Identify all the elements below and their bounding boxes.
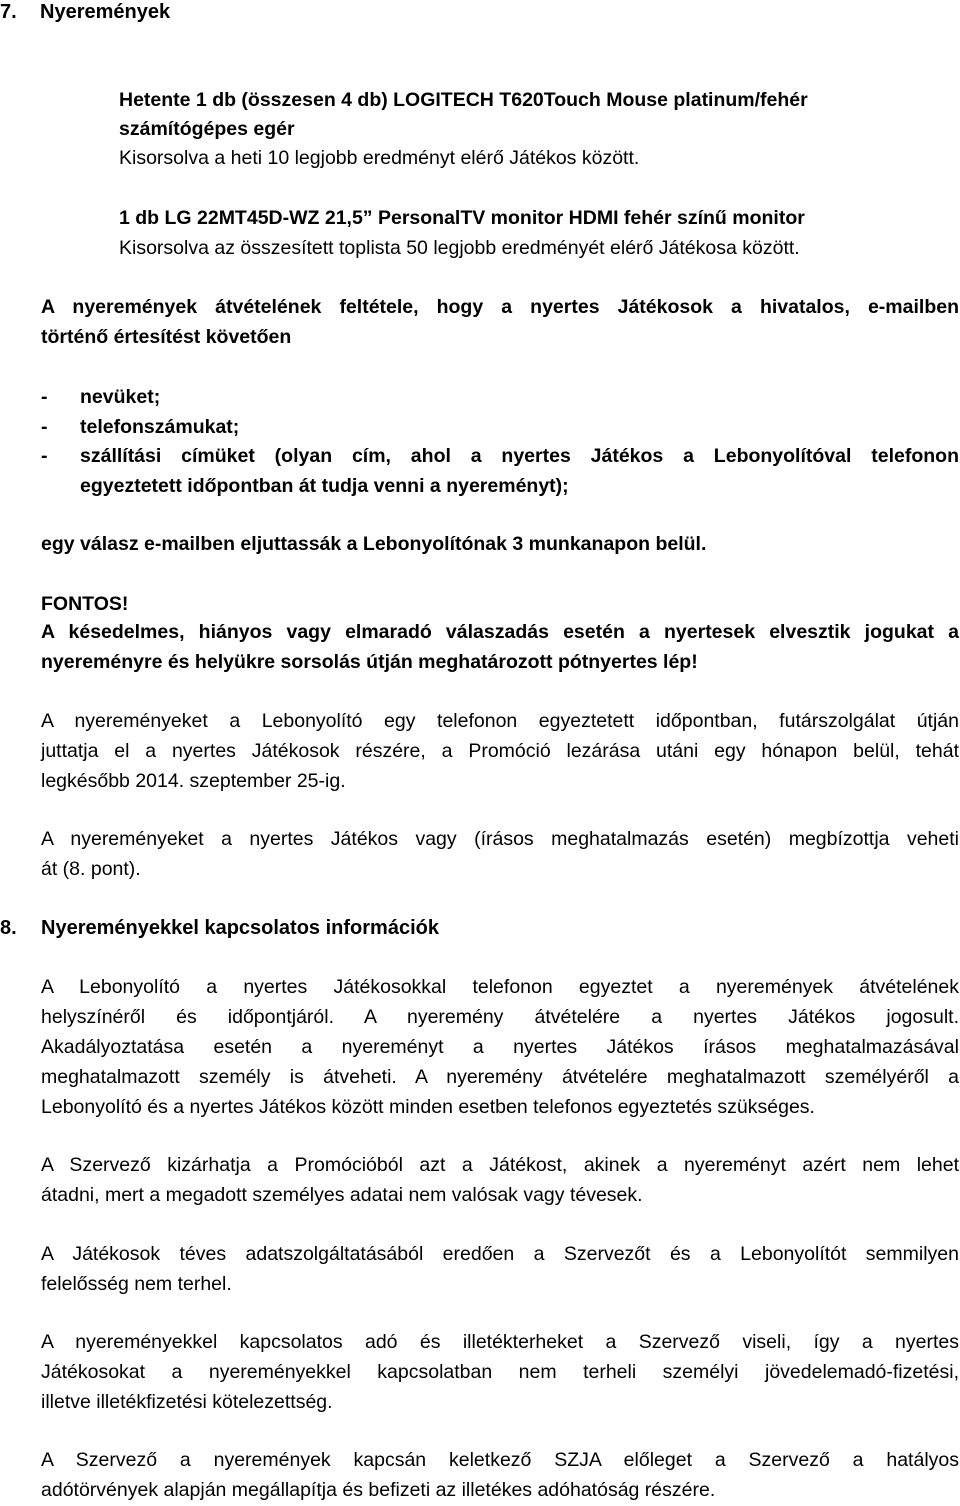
prize-1-title-line-2: számítógépes egér	[119, 118, 295, 140]
important-label: FONTOS!	[41, 593, 129, 615]
important-line-2: nyereményre és helyükre sorsolás útján meghatározott pótnyertes lép!	[41, 651, 698, 673]
info-paragraph-4-line-2: Játékosokat a nyereményekkel kapcsolatban nem terheli személyi jövedelemadó-fizetési,	[41, 1361, 959, 1383]
info-paragraph-3-line-2: felelősség nem terhel.	[41, 1273, 232, 1295]
info-paragraph-1-line-5: Lebonyolító és a nyertes Játékos között minden esetben telefonos egyeztetés szükséges.	[41, 1096, 815, 1118]
bullet-item-1-line-1: nevüket;	[80, 386, 161, 408]
important-paragraph	[41, 617, 959, 677]
section-7-number: 7.	[0, 1, 17, 23]
bullet-item-3-line-1: szállítási címüket (olyan cím, ahol a nyertes Játékos a Lebonyolítóval telefonon	[80, 445, 959, 467]
condition-line-1: A nyeremények átvételének feltétele, hogy a nyertes Játékosok a hivatalos, e-mailben	[41, 296, 959, 318]
info-paragraph-1-line-4: meghatalmazott személy is átveheti. A nyeremény átvételére meghatalmazott személyéről a	[41, 1066, 959, 1088]
info-paragraph-3	[41, 1239, 959, 1299]
condition-line-2: történő értesítést követően	[41, 326, 292, 348]
info-paragraph-1-line-2: helyszínéről és időpontjáról. A nyeremény átvételére a nyertes Játékos jogosult.	[41, 1006, 959, 1028]
pickup-line-1: A nyereményeket a nyertes Játékos vagy (írásos meghatalmazás esetén) megbízottja veheti	[41, 828, 959, 850]
info-paragraph-1	[41, 972, 959, 1122]
section-8-number: 8.	[0, 917, 17, 939]
info-paragraph-1-line-3: Akadályoztatása esetén a nyereményt a nyertes Játékos írásos meghatalmazásával	[41, 1036, 959, 1058]
delivery-paragraph	[41, 706, 959, 796]
section-8-title: Nyereményekkel kapcsolatos információk	[41, 917, 439, 939]
reply-instruction: egy válasz e-mailben eljuttassák a Lebonyolítónak 3 munkanapon belül.	[41, 533, 707, 555]
delivery-line-3: legkésőbb 2014. szeptember 25-ig.	[41, 770, 346, 792]
delivery-line-2: juttatja el a nyertes Játékosok részére, a Promóció lezárása utáni egy hónapon belül, tehát	[41, 740, 959, 762]
prize-1-title-line-1: Hetente 1 db (összesen 4 db) LOGITECH T620Touch Mouse platinum/fehér	[119, 89, 808, 111]
prize-1-description: Kisorsolva a heti 10 legjobb eredményt elérő Játékos között.	[119, 147, 640, 169]
condition-paragraph	[41, 292, 959, 352]
bullet-item-3	[80, 441, 959, 501]
bullet-dash-3: -	[41, 445, 48, 467]
bullet-item-2	[80, 412, 959, 442]
info-paragraph-5-line-1: A Szervező a nyeremények kapcsán keletkező SZJA előleget a Szervező a hatályos	[41, 1449, 959, 1471]
info-paragraph-3-line-1: A Játékosok téves adatszolgáltatásából eredően a Szervezőt és a Lebonyolítót semmilyen	[41, 1243, 959, 1265]
section-7-title: Nyeremények	[40, 1, 171, 23]
prize-2-title: 1 db LG 22MT45D-WZ 21,5” PersonalTV monitor HDMI fehér színű monitor	[119, 207, 805, 229]
bullet-item-3-line-2: egyeztetett időpontban át tudja venni a nyereményt);	[80, 475, 569, 497]
info-paragraph-4-line-1: A nyereményekkel kapcsolatos adó és illetékterheket a Szervező viseli, így a nyertes	[41, 1331, 959, 1353]
bullet-item-2-line-1: telefonszámukat;	[80, 416, 240, 438]
info-paragraph-5-line-2: adótörvények alapján megállapítja és befizeti az illetékes adóhatóság részére.	[41, 1479, 716, 1501]
info-paragraph-2	[41, 1150, 959, 1210]
bullet-item-1	[80, 382, 959, 412]
info-paragraph-2-line-1: A Szervező kizárhatja a Promócióból azt a Játékost, akinek a nyereményt azért nem lehet	[41, 1154, 959, 1176]
pickup-paragraph	[41, 824, 959, 884]
info-paragraph-5	[41, 1445, 959, 1505]
delivery-line-1: A nyereményeket a Lebonyolító egy telefonon egyeztetett időpontban, futárszolgálat útján	[41, 710, 959, 732]
important-line-1: A késedelmes, hiányos vagy elmaradó válaszadás esetén a nyertesek elvesztik jogukat a	[41, 621, 959, 643]
info-paragraph-1-line-1: A Lebonyolító a nyertes Játékosokkal telefonon egyeztet a nyeremények átvételének	[41, 976, 959, 998]
bullet-dash-2: -	[41, 416, 48, 438]
info-paragraph-4	[41, 1327, 959, 1417]
info-paragraph-2-line-2: átadni, mert a megadott személyes adatai nem valósak vagy tévesek.	[41, 1184, 643, 1206]
pickup-line-2: át (8. pont).	[41, 858, 141, 880]
info-paragraph-4-line-3: illetve illetékfizetési kötelezettség.	[41, 1391, 333, 1413]
prize-2-description: Kisorsolva az összesített toplista 50 legjobb eredményét elérő Játékosa között.	[119, 237, 800, 259]
bullet-dash-1: -	[41, 386, 48, 408]
